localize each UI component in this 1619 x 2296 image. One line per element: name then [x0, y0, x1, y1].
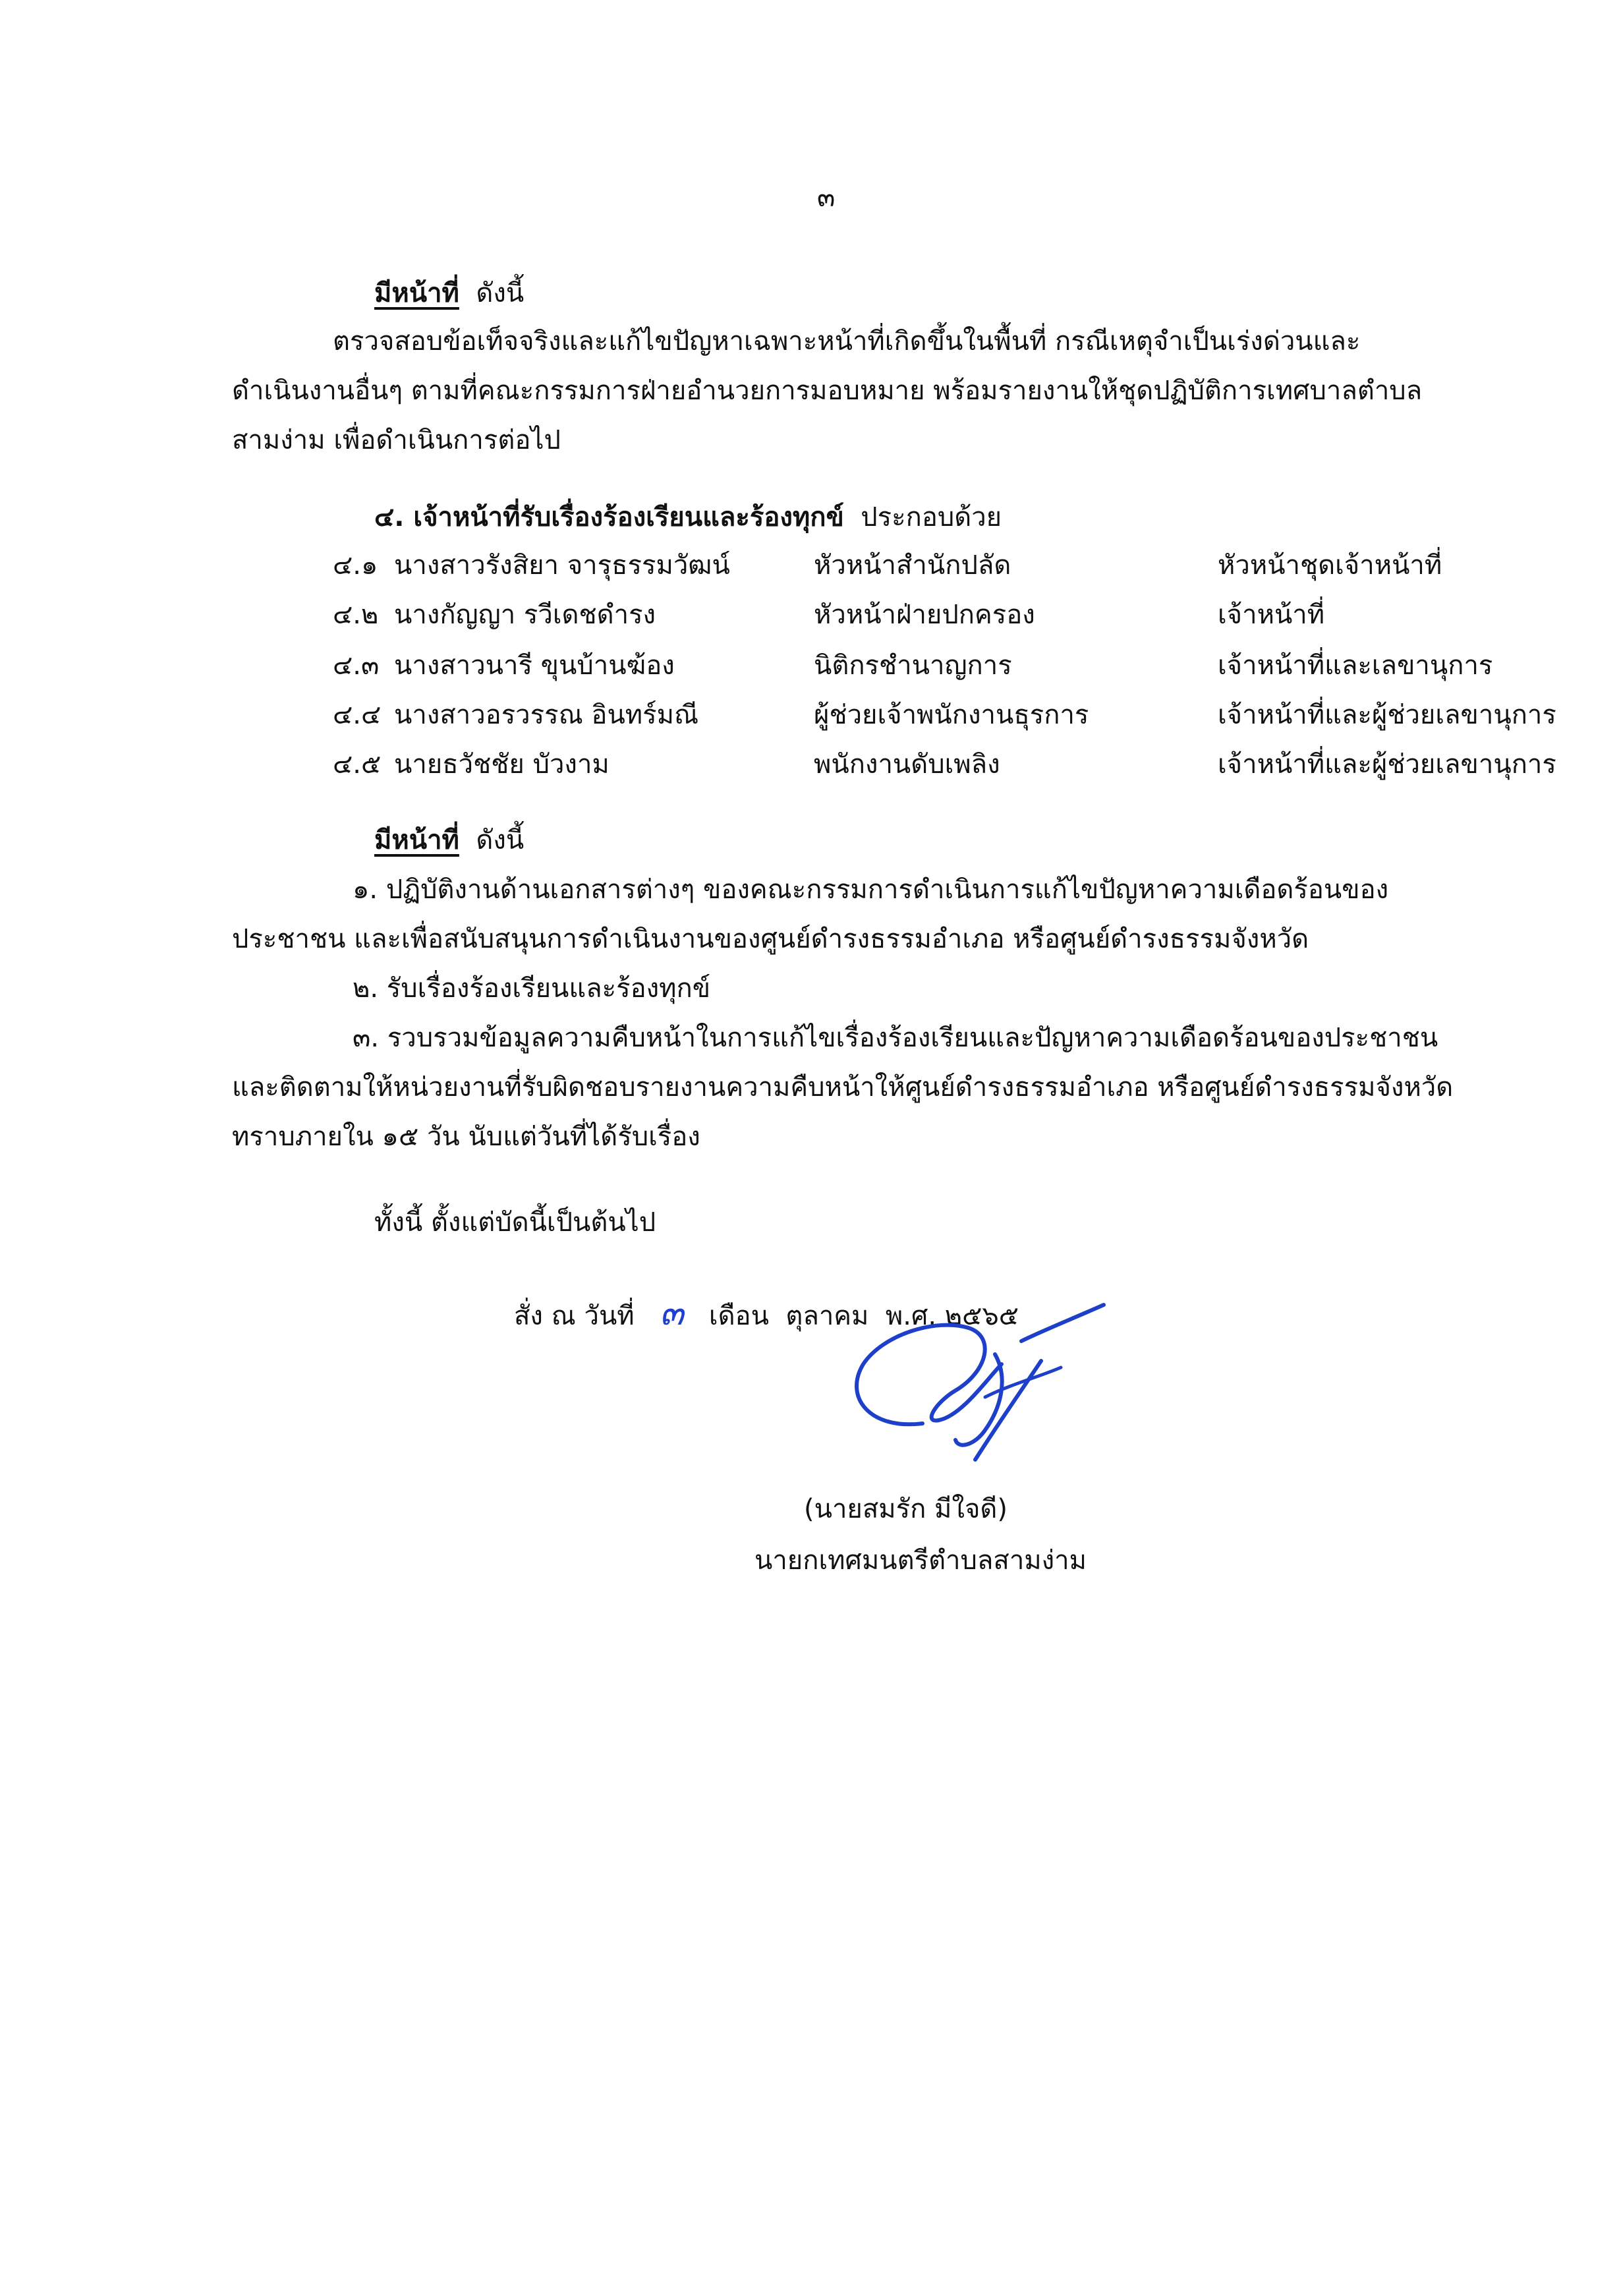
- section-b-line-3: ๒. รับเรื่องร้องเรียนและร้องทุกข์: [353, 973, 711, 1004]
- section-b-line-2: ประชาชน และเพื่อสนับสนุนการดำเนินงานของศูนย์ดำรงธรรมอำเภอ หรือศูนย์ดำรงธรรมจังหวัด: [232, 924, 1309, 954]
- member-role: เจ้าหน้าที่และผู้ช่วยเลขานุการ: [1218, 700, 1556, 730]
- member-num: ๔.๑: [333, 550, 378, 581]
- section-a-line-2: ดำเนินงานอื่นๆ ตามที่คณะกรรมการฝ่ายอำนวยการมอบหมาย พร้อมรายงานให้ชุดปฏิบัติการเทศบาลตำบล: [232, 376, 1423, 406]
- order-date-prefix: สั่ง ณ วันที่: [514, 1301, 635, 1331]
- duty-heading-b: [374, 827, 524, 853]
- member-name: นางกัญญา รวีเดชดำรง: [394, 600, 656, 630]
- member-name: นางสาวรังสิยา จารุธรรมวัฒน์: [394, 550, 730, 581]
- member-position: พนักงานดับเพลิง: [814, 749, 1000, 780]
- duty-heading-a-label: มีหน้าที่: [374, 278, 459, 308]
- section-a-line-1: ตรวจสอบข้อเท็จจริงและแก้ไขปัญหาเฉพาะหน้าที่เกิดขึ้นในพื้นที่ กรณีเหตุจำเป็นเร่งด่วนและ: [333, 326, 1361, 357]
- member-name: นางสาวนารี ขุนบ้านฆ้อง: [394, 650, 675, 681]
- section-4-heading-suffix: ประกอบด้วย: [861, 502, 1002, 532]
- signatory-name: (นายสมรัก มีใจดี): [804, 1494, 1008, 1524]
- section-a-line-3: สามง่าม เพื่อดำเนินการต่อไป: [232, 425, 561, 455]
- order-date-month: ตุลาคม: [785, 1301, 869, 1331]
- section-b-line-6: ทราบภายใน ๑๕ วัน นับแต่วันที่ได้รับเรื่อง: [232, 1122, 700, 1152]
- member-role: หัวหน้าชุดเจ้าหน้าที่: [1218, 550, 1442, 581]
- page-number: ๓: [817, 183, 836, 213]
- member-num: ๔.๕: [333, 749, 382, 780]
- order-date-day: ๓: [659, 1292, 684, 1333]
- member-position: หัวหน้าสำนักปลัด: [814, 550, 1011, 581]
- member-name: นางสาวอรวรรณ อินทร์มณี: [394, 700, 699, 730]
- signature: [824, 1292, 1133, 1470]
- member-num: ๔.๓: [333, 650, 380, 681]
- member-name: นายธวัชชัย บัวงาม: [394, 749, 610, 780]
- member-role: เจ้าหน้าที่และผู้ช่วยเลขานุการ: [1218, 749, 1556, 780]
- signatory-title: นายกเทศมนตรีตำบลสามง่าม: [754, 1545, 1087, 1576]
- member-position: นิติกรชำนาญการ: [814, 650, 1012, 681]
- member-role: เจ้าหน้าที่และเลขานุการ: [1218, 650, 1493, 681]
- section-b-line-1: ๑. ปฏิบัติงานด้านเอกสารต่างๆ ของคณะกรรมการดำเนินการแก้ไขปัญหาความเดือดร้อนของ: [353, 875, 1389, 905]
- duty-heading-a: [374, 280, 524, 306]
- member-num: ๔.๔: [333, 700, 382, 730]
- duty-heading-b-label: มีหน้าที่: [374, 825, 459, 855]
- member-position: ผู้ช่วยเจ้าพนักงานธุรการ: [814, 700, 1089, 730]
- order-date-year: ๒๕๖๕: [944, 1301, 1019, 1331]
- order-date-year-label: พ.ศ.: [885, 1301, 937, 1331]
- section-b-line-4: ๓. รวบรวมข้อมูลความคืบหน้าในการแก้ไขเรื่องร้องเรียนและปัญหาความเดือดร้อนของประชาชน: [353, 1023, 1438, 1053]
- section-b-line-5: และติดตามให้หน่วยงานที่รับผิดชอบรายงานความคืบหน้าให้ศูนย์ดำรงธรรมอำเภอ หรือศูนย์ดำรงธรรมจังหวัด: [232, 1072, 1454, 1103]
- effective-statement: ทั้งนี้ ตั้งแต่บัดนี้เป็นต้นไป: [374, 1207, 656, 1238]
- member-position: หัวหน้าฝ่ายปกครอง: [814, 600, 1035, 630]
- duty-heading-a-suffix: ดังนี้: [476, 278, 525, 308]
- order-date-month-label: เดือน: [708, 1301, 769, 1331]
- duty-heading-b-suffix: ดังนี้: [476, 825, 525, 855]
- member-num: ๔.๒: [333, 600, 379, 630]
- section-4-heading: [374, 504, 1002, 531]
- section-4-heading-label: ๔. เจ้าหน้าที่รับเรื่องร้องเรียนและร้องทุกข์: [374, 502, 844, 532]
- member-role: เจ้าหน้าที่: [1218, 600, 1325, 630]
